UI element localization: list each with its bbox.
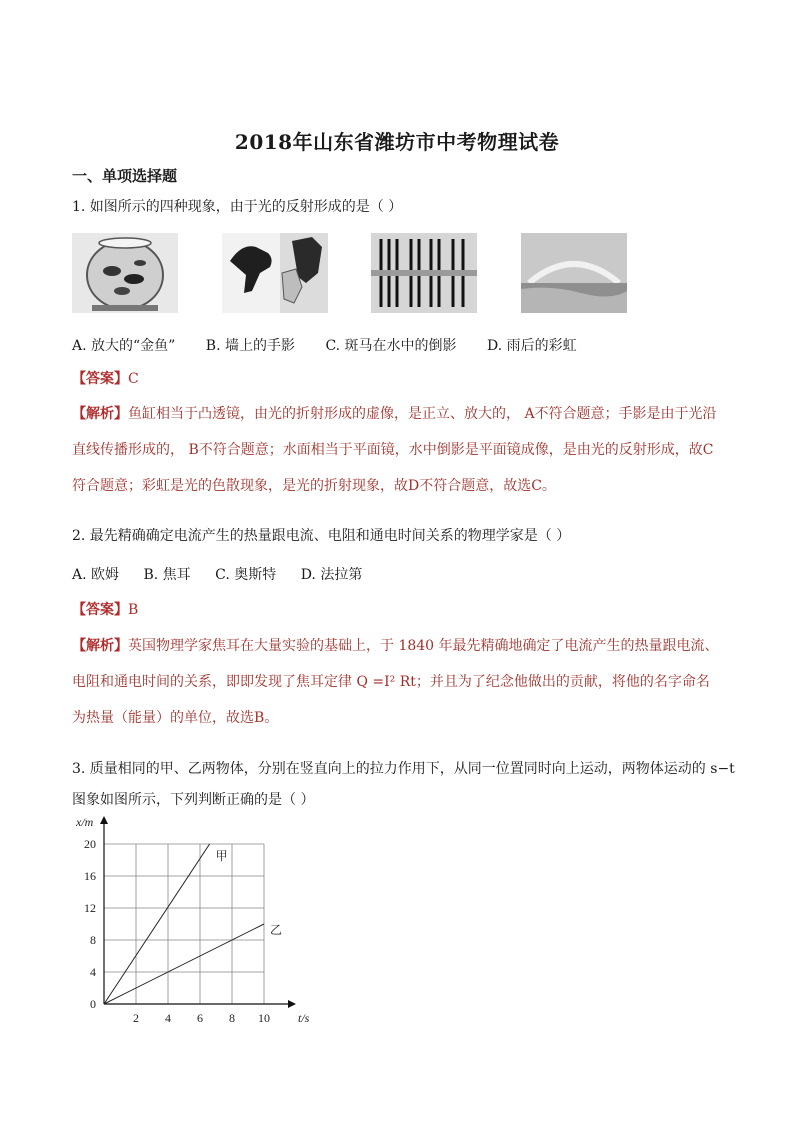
- series-label-2: 乙: [270, 923, 283, 937]
- question-3-stem-line2: 图象如图所示，下列判断正确的是（ ）: [72, 792, 315, 808]
- explanation-tag: 【解析】: [72, 406, 128, 422]
- y-axis-label: x/m: [76, 815, 94, 829]
- option-c[interactable]: C. 斑马在水中的倒影: [325, 338, 457, 354]
- series-line-1: [104, 844, 210, 1004]
- explanation-tag: 【解析】: [72, 638, 128, 654]
- question-2-stem: 2. 最先精确确定电流产生的热量跟电流、电阻和通电时间关系的物理学家是（ ）: [72, 528, 571, 544]
- x-tick-label: 10: [258, 1011, 270, 1025]
- explanation-text: 英国物理学家焦耳在大量实验的基础上，于 1840 年最先精确地确定了电流产生的热量跟电流、电阻和通电时间的关系，即即发现了焦耳定律 Q =I² Rt；并且为了纪念他做出的贡献，将他的名字命名为热量（能量）的单位，故选B。: [72, 638, 719, 726]
- hand-shadow-image: [222, 233, 328, 313]
- series-label-1: 甲: [215, 849, 228, 863]
- question-3-stem-line1: 3. 质量相同的甲、乙两物体，分别在竖直向上的拉力作用下，从同一位置同时向上运动，两物体运动的 s−t: [72, 761, 735, 777]
- goldfish-bowl-image: [72, 233, 178, 313]
- y-axis-arrow: [100, 816, 108, 824]
- question-2-answer: [72, 599, 138, 619]
- x-tick-label: 6: [197, 1011, 203, 1025]
- y-tick-label: 4: [90, 965, 96, 979]
- option-c[interactable]: C. 奥斯特: [215, 567, 277, 583]
- question-2-explanation: [72, 628, 722, 736]
- option-a[interactable]: A. 欧姆: [72, 567, 120, 583]
- option-a[interactable]: A. 放大的“金鱼”: [72, 338, 176, 354]
- page-title: 2018年山东省潍坊市中考物理试卷: [234, 130, 560, 154]
- x-tick-label: 8: [229, 1011, 235, 1025]
- question-2-options: [72, 564, 382, 584]
- question-1-options: [72, 335, 603, 355]
- answer-tag: 【答案】: [72, 602, 128, 618]
- option-d[interactable]: D. 雨后的彩虹: [487, 338, 577, 354]
- option-b[interactable]: B. 墙上的手影: [205, 338, 295, 354]
- explanation-text: 鱼缸相当于凸透镜，由光的折射形成的虚像，是正立、放大的， A不符合题意；手影是由于光沿直线传播形成的， B不符合题意；水面相当于平面镜，水中倒影是平面镜成像，是由光的反射形成，故C符合题意；彩虹是光的色散现象，是光的折射现象，故D不符合题意，故选C。: [72, 406, 717, 494]
- question-1-stem: 1. 如图所示的四种现象，由于光的反射形成的是（ ）: [72, 199, 403, 215]
- y-tick-label: 12: [84, 901, 96, 915]
- x-tick-label: 2: [133, 1011, 139, 1025]
- y-tick-label: 8: [90, 933, 96, 947]
- zebra-reflection-image: [371, 233, 477, 313]
- question-1-answer: [72, 368, 139, 388]
- s-t-graph: [68, 812, 308, 1032]
- section-heading: 一、单项选择题: [72, 167, 178, 185]
- answer-value: B: [128, 602, 139, 618]
- option-b[interactable]: B. 焦耳: [143, 567, 191, 583]
- series-line-2: [104, 924, 264, 1004]
- x-tick-label: 4: [165, 1011, 171, 1025]
- answer-value: C: [128, 371, 139, 387]
- y-tick-label: 16: [84, 869, 96, 883]
- question-1-explanation: [72, 396, 722, 504]
- rainbow-image: [521, 233, 627, 313]
- y-tick-label: 0: [90, 997, 96, 1011]
- y-tick-label: 20: [84, 837, 96, 851]
- x-axis-arrow: [288, 1000, 296, 1008]
- option-d[interactable]: D. 法拉第: [300, 567, 363, 583]
- x-axis-label: t/s: [298, 1011, 310, 1025]
- answer-tag: 【答案】: [72, 371, 128, 387]
